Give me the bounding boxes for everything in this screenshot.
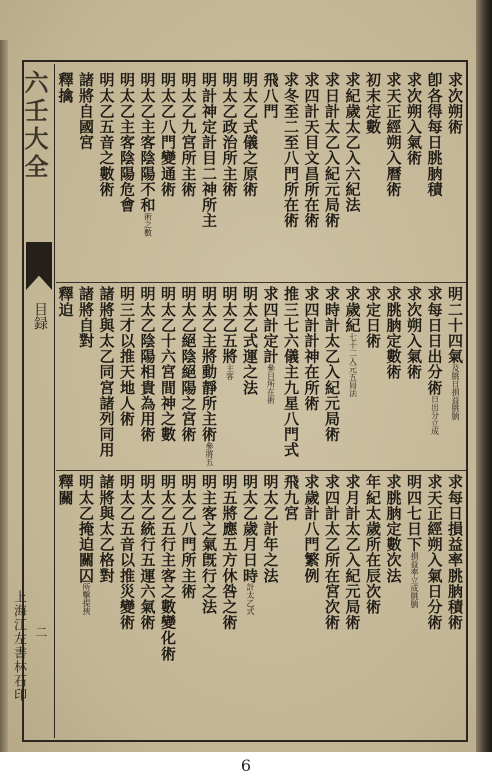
toc-entry (56, 286, 77, 468)
toc-entry (97, 72, 118, 280)
toc-entry-text: 明太乙八門所主術 (179, 474, 198, 599)
toc-entry (261, 286, 282, 468)
toc-entry-text: 明太乙五將 (220, 286, 239, 364)
toc-entry (282, 474, 303, 736)
toc-entry (56, 72, 77, 280)
book-binding-edge (476, 0, 492, 780)
toc-entry (302, 72, 323, 280)
toc-entry (241, 286, 262, 468)
toc-entry-note: 術之數 (143, 212, 153, 237)
toc-entry-text: 求朓朒定數術 (384, 286, 403, 380)
toc-entry (405, 72, 426, 280)
margin-page-number: 二 (34, 626, 48, 638)
toc-entry-text: 求次朔入氣術 (405, 72, 423, 166)
toc-entry-note: 主客 (225, 364, 235, 380)
toc-entry-text: 明三才以推天地人術 (118, 286, 136, 427)
toc-entry-text: 釋擒 (56, 72, 75, 104)
toc-entry-text: 求時計太乙入紀元局術 (323, 286, 341, 442)
toc-entry-text: 卽各得每日朓朒積 (425, 72, 444, 197)
toc-entry (220, 72, 241, 280)
toc-entry-text: 明四七日下 (405, 474, 423, 552)
toc-entry-text: 推三七六儀主九星八門式 (282, 286, 300, 458)
toc-entry (261, 72, 282, 280)
toc-entry-text: 明太乙絕陰絕陽之宮術 (179, 286, 198, 442)
toc-entry-note: 計太乙式 (246, 583, 255, 616)
toc-entry (179, 474, 200, 736)
toc-entry-note: 及朓日損益朓朒 (451, 364, 460, 420)
toc-entry (118, 286, 139, 468)
toc-entry-note: 七十二入元五局法 (348, 332, 358, 397)
toc-entry (425, 286, 446, 468)
fishtail-mark-icon (26, 242, 52, 290)
toc-entry-text: 明太乙五音以推災變術 (118, 474, 136, 630)
left-page-edge (0, 40, 8, 760)
toc-entry (200, 72, 221, 280)
toc-entry (343, 72, 364, 280)
toc-entry-text: 明太乙五行主客之數變化術 (159, 474, 177, 662)
toc-entry (282, 286, 303, 468)
toc-entry-text: 明太乙式運之法 (241, 286, 259, 396)
toc-entry (77, 286, 98, 468)
toc-entry (159, 474, 180, 736)
toc-entry-note: 損益率立成朓朒 (410, 552, 419, 608)
toc-entry-text: 明太乙計年之法 (261, 474, 280, 584)
toc-entry-text: 明太乙統行五運六氣術 (138, 474, 157, 630)
toc-entry-text: 明太乙九宮所主術 (179, 72, 198, 197)
toc-entry-text: 年紀太歲所在辰次術 (364, 474, 382, 615)
toc-entry-text: 明二十四氣 (446, 286, 464, 364)
margin-column (20, 66, 52, 738)
toc-entry-text: 求天正經朔入曆術 (384, 72, 403, 197)
toc-entry (425, 72, 446, 280)
toc-entry (220, 474, 241, 736)
margin-divider (54, 64, 55, 738)
toc-entry-text: 飛九宮 (282, 474, 300, 521)
toc-entry (446, 286, 467, 468)
toc-entry (405, 474, 426, 736)
toc-entry-text: 初末定數 (364, 72, 382, 135)
toc-entry-text: 求月計太乙入紀元局術 (343, 474, 362, 630)
toc-entry-text: 明五將應五方休咎之術 (220, 474, 239, 630)
toc-entry (323, 72, 344, 280)
toc-entry-note: 所擊提挾 (82, 583, 91, 616)
toc-entry (364, 286, 385, 468)
toc-entry (138, 72, 159, 280)
toc-entry (56, 474, 77, 736)
toc-entry-text: 飛八門 (261, 72, 280, 119)
toc-entry-text: 諸將與太乙格對 (97, 474, 116, 584)
toc-entry-text: 諸將與太乙同宮諸列同用 (97, 286, 116, 458)
toc-entry-text: 明太乙主將動靜所主術 (200, 286, 218, 442)
toc-entry-text: 釋關 (56, 474, 75, 506)
toc-entry (446, 72, 467, 280)
toc-entry (77, 72, 98, 280)
toc-entry-text: 求天正經朔入氣日分術 (425, 474, 444, 630)
toc-entry (138, 474, 159, 736)
toc-entry-text: 求日計太乙入紀元局術 (323, 72, 341, 228)
toc-entry (241, 72, 262, 280)
toc-entry (241, 474, 262, 736)
toc-entry-text: 明太乙主客陰陽不和 (138, 72, 157, 213)
toc-entry (405, 286, 426, 468)
toc-entry-text: 求每日日出分術 (425, 286, 444, 396)
toc-entry-text: 諸將自國宮 (77, 72, 95, 150)
toc-entry (220, 286, 241, 468)
band-divider (56, 282, 466, 283)
toc-entry-note: 日出分立成 (430, 395, 440, 436)
toc-entry (118, 72, 139, 280)
toc-entry (200, 474, 221, 736)
page-number: 6 (240, 756, 252, 775)
toc-entry (384, 286, 405, 468)
toc-entry (179, 286, 200, 468)
toc-entry-text: 求四計天目文昌所在術 (302, 72, 321, 228)
text-band-middle (56, 286, 466, 468)
toc-entry-text: 求四計定計 (261, 286, 280, 364)
toc-entry (364, 474, 385, 736)
toc-entry-note: 參將五 (205, 442, 214, 466)
toc-entry-text: 明太乙式儀之原術 (241, 72, 259, 197)
margin-title: 六壬大全 (20, 70, 49, 182)
margin-section: 目録 (32, 302, 48, 330)
text-band-top (56, 72, 466, 280)
text-band-bottom (56, 474, 466, 736)
toc-entry (302, 286, 323, 468)
band-divider (56, 470, 466, 471)
toc-entry (97, 474, 118, 736)
toc-entry (200, 286, 221, 468)
publisher-imprint: 上海江左書林石印 (11, 590, 26, 702)
toc-entry (118, 474, 139, 736)
toc-entry-text: 求四計太乙所在宮次術 (323, 474, 341, 630)
toc-entry-text: 明太乙歲月日時 (241, 474, 259, 584)
toc-entry-text: 明太乙陰陽相貴為用術 (138, 286, 157, 442)
toc-entry (261, 474, 282, 736)
toc-entry-text: 明計神定計目二神所主 (200, 72, 218, 228)
toc-entry-text: 求每日損益率朓朒積術 (446, 474, 464, 630)
toc-entry-text: 求定日術 (364, 286, 382, 349)
toc-entry-text: 明太乙十六宮間神之數 (159, 286, 177, 442)
toc-entry (384, 72, 405, 280)
toc-entry-text: 明太乙政治所主術 (220, 72, 239, 197)
toc-entry (323, 286, 344, 468)
toc-entry (179, 72, 200, 280)
toc-entry (323, 474, 344, 736)
toc-entry (446, 474, 467, 736)
toc-entry-text: 求歲計八門繁例 (302, 474, 321, 584)
toc-entry-text: 明太乙主客陰陽危會 (118, 72, 136, 213)
toc-entry (159, 72, 180, 280)
toc-entry (97, 286, 118, 468)
toc-entry (343, 474, 364, 736)
toc-entry (384, 474, 405, 736)
toc-entry-text: 求朓朒定數次法 (384, 474, 403, 584)
toc-entry-text: 求次朔入氣術 (405, 286, 423, 380)
toc-entry-text: 求冬至二至八門所在術 (282, 72, 300, 228)
toc-entry-text: 明太乙五音之數術 (97, 72, 116, 197)
toc-entry (138, 286, 159, 468)
toc-entry (159, 286, 180, 468)
toc-entry-text: 求四計計神在所術 (302, 286, 321, 411)
toc-entry (364, 72, 385, 280)
toc-entry (77, 474, 98, 736)
toc-entry-text: 明太乙掩迫關囚 (77, 474, 95, 584)
toc-entry-text: 求紀歲太乙入六紀法 (343, 72, 362, 213)
toc-entry-text: 求次朔術 (446, 72, 464, 135)
toc-entry-text: 求歲紀 (343, 286, 362, 333)
toc-entry (302, 474, 323, 736)
toc-entry-note: 參目所在術 (266, 364, 276, 404)
toc-entry-text: 釋迫 (56, 286, 75, 318)
toc-entry (425, 474, 446, 736)
toc-entry (282, 72, 303, 280)
toc-entry-text: 明主客之氣旣行之法 (200, 474, 218, 615)
toc-entry-text: 諸將自對 (77, 286, 95, 349)
toc-entry-text: 明太乙八門變通術 (159, 72, 177, 197)
toc-entry (343, 286, 364, 468)
